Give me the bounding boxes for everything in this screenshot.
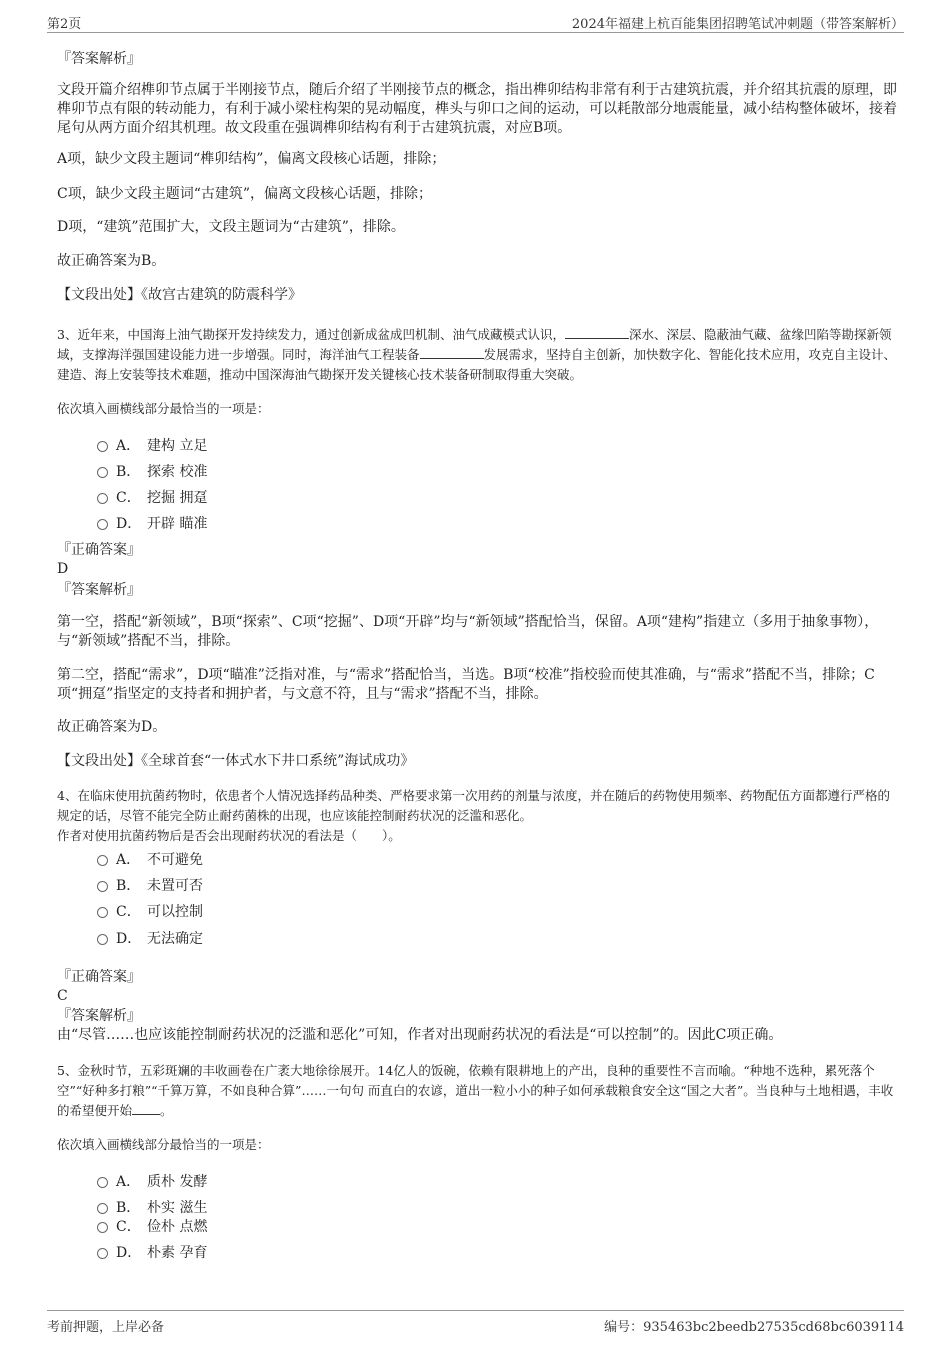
q2-analysis-p2: A项，缺少文段主题词“榫卯结构”，偏离文段核心话题，排除； (57, 151, 446, 167)
q5-option-a[interactable]: A． 质朴 发酵 (97, 1171, 207, 1191)
q3-blank-2 (420, 346, 484, 359)
q5-stem (57, 1061, 900, 1121)
q5-option-d[interactable]: D． 朴素 孕育 (97, 1242, 207, 1262)
radio-icon[interactable] (97, 934, 108, 945)
q3-stem (57, 325, 900, 385)
q2-analysis-p1: 文段开篇介绍榫卯节点属于半刚接节点，随后介绍了半刚接节点的概念，指出榫卯结构非常有利于古建筑抗震，并介绍其抗震的原理，即榫卯节点有限的转动能力，有利于减小梁柱构架的晃动幅度，榫头与卯口之间的运动，可以耗散部分地震能量，减小结构整体破坏，接着尾句从两方面介绍其机理。故文段重在强调榫卯结构有利于古建筑抗震，对应B项。 (57, 82, 897, 136)
q4-option-b[interactable]: B． 未置可否 (97, 875, 203, 895)
q2-analysis-p4: D项，“建筑”范围扩大，文段主题词为“古建筑”，排除。 (57, 219, 405, 235)
document-title: 2024年福建上杭百能集团招聘笔试冲刺题（带答案解析） (571, 17, 904, 32)
q3-analysis-p2: 第二空，搭配“需求”，D项“瞄准”泛指对准，与“需求”搭配恰当，当选。B项“校准”指校验而使其准确，与“需求”搭配不当，排除；C项“拥趸”指坚定的支持者和拥护者，与文意不符，且与“需求”搭配不当，排除。 (57, 667, 875, 702)
q3-answer: D (57, 561, 69, 577)
radio-icon[interactable] (97, 519, 108, 530)
q3-stem-part-a: 3、近年来，中国海上油气勘探开发持续发力，通过创新成盆成凹机制、油气成藏模式认识， (57, 327, 565, 342)
q2-analysis-p5: 故正确答案为B。 (57, 253, 166, 269)
q3-stem-part-b: 深水、深层、隐蔽油气藏、盆缘凹陷等勘探新领域，支撑海洋强国建设能力进一步增强。同时，海洋油气工程装备 (57, 327, 892, 362)
q4-option-a[interactable]: A． 不可避免 (97, 849, 203, 869)
q2-source: 【文段出处】《故宫古建筑的防震科学》 (57, 287, 302, 303)
q5-prompt: 依次填入画横线部分最恰当的一项是： (57, 1137, 270, 1152)
q3-blank-1 (565, 326, 629, 339)
q2-analysis-p3: C项，缺少文段主题词“古建筑”，偏离文段核心话题，排除； (57, 186, 433, 202)
radio-icon[interactable] (97, 467, 108, 478)
q3-analysis-p1: 第一空，搭配“新领域”，B项“探索”、C项“挖掘”、D项“开辟”均与“新领域”搭配恰当，保留。A项“建构”指建立（多用于抽象事物），与“新领域”搭配不当，排除。 (57, 614, 879, 649)
q4-stem: 4、在临床使用抗菌药物时，依患者个人情况选择药品种类、严格要求第一次用药的剂量与浓度，并在随后的药物使用频率、药物配伍方面都遵行严格的规定的话，尽管不能完全防止耐药菌株的出现，也应该能控制耐药状况的泛滥和恶化。 (57, 788, 890, 823)
q4-analysis-p1: 由“尽管……也应该能控制耐药状况的泛滥和恶化”可知，作者对出现耐药状况的看法是“可以控制”的。因此C项正确。 (57, 1027, 783, 1043)
q4-option-d[interactable]: D． 无法确定 (97, 928, 203, 948)
q3-correct-label: 『正确答案』 (57, 542, 141, 558)
q3-option-b[interactable]: B． 探索 校准 (97, 461, 207, 481)
radio-icon[interactable] (97, 1248, 108, 1259)
q5-option-c[interactable]: C． 俭朴 点燃 (97, 1216, 207, 1236)
q3-analysis-p3: 故正确答案为D。 (57, 719, 167, 735)
q4-question: 作者对使用抗菌药物后是否会出现耐药状况的看法是（ ）。 (57, 828, 401, 843)
q2-analysis-label: 『答案解析』 (57, 51, 141, 67)
document-id: 编号：935463bc2beedb27535cd68bc6039114 (604, 1320, 904, 1335)
q3-stem-part-c: 发展需求，坚持自主创新，加快数字化、智能化技术应用，攻克自主设计、建造、海上安装等技术难题，推动中国深海油气勘探开发关键核心技术装备研制取得重大突破。 (57, 347, 897, 382)
page-number: 第2页 (47, 17, 82, 32)
page-header (47, 10, 904, 33)
page-footer (47, 1310, 904, 1335)
radio-icon[interactable] (97, 907, 108, 918)
q4-answer: C (57, 988, 68, 1004)
radio-icon[interactable] (97, 493, 108, 504)
footer-slogan: 考前押题，上岸必备 (47, 1320, 165, 1335)
q5-blank (132, 1102, 160, 1115)
q5-option-b[interactable]: B． 朴实 滋生 (97, 1197, 207, 1217)
q4-analysis-label: 『答案解析』 (57, 1008, 141, 1024)
q4-correct-label: 『正确答案』 (57, 969, 141, 985)
radio-icon[interactable] (97, 441, 108, 452)
radio-icon[interactable] (97, 1222, 108, 1233)
q3-analysis-label: 『答案解析』 (57, 582, 141, 598)
radio-icon[interactable] (97, 881, 108, 892)
q3-option-c[interactable]: C． 挖掘 拥趸 (97, 487, 207, 507)
radio-icon[interactable] (97, 855, 108, 866)
q3-option-d[interactable]: D． 开辟 瞄准 (97, 513, 207, 533)
q3-option-a[interactable]: A． 建构 立足 (97, 435, 207, 455)
q4-option-c[interactable]: C． 可以控制 (97, 901, 203, 921)
q3-prompt: 依次填入画横线部分最恰当的一项是： (57, 401, 270, 416)
q5-stem-part-a: 5、金秋时节，五彩斑斓的丰收画卷在广袤大地徐徐展开。14亿人的饭碗，依赖有限耕地上的产出，良种的重要性不言而喻。“种地不选种，累死落个空”“好种多打粮”“千算万算，不如良种合算”……一句句 而直白的农谚，道出一粒小小的种子如何承载粮食安全这“国之大者”。当良种与土地相遇，丰收的希望便开始 (57, 1063, 894, 1118)
radio-icon[interactable] (97, 1203, 108, 1214)
q3-source: 【文段出处】《全球首套“一体式水下井口系统”海试成功》 (57, 753, 415, 769)
q5-stem-part-b: 。 (160, 1103, 173, 1118)
radio-icon[interactable] (97, 1177, 108, 1188)
